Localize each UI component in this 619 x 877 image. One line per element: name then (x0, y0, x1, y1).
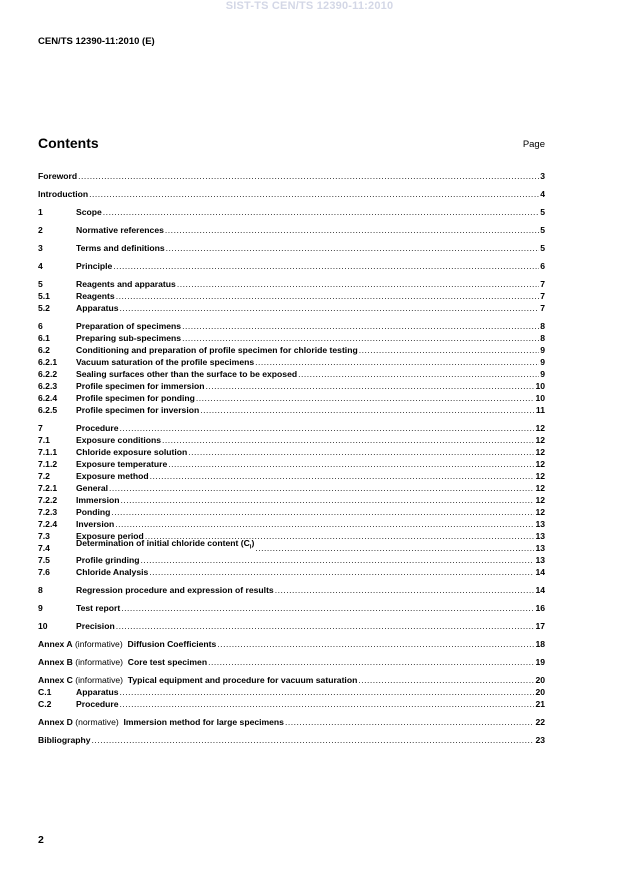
toc-entry-7-2-1[interactable] (38, 482, 545, 494)
toc-entry-page: 17 (535, 621, 545, 631)
toc-entry-title: Profile specimen for immersion (76, 381, 205, 391)
toc-entry-page: 12 (535, 495, 545, 505)
toc-entry-6[interactable] (38, 320, 545, 332)
toc-entry-title: Exposure period (76, 531, 144, 541)
toc-entry-title: Procedure (76, 423, 119, 433)
toc-entry-7-2[interactable] (38, 470, 545, 482)
toc-entry-title: Foreword (38, 171, 78, 181)
toc-entry-number: 8 (38, 585, 43, 595)
toc-entry-7-5[interactable] (38, 554, 545, 566)
toc-entry-7-1-2[interactable] (38, 458, 545, 470)
annex-label: Annex A (38, 639, 73, 649)
toc-entry-page: 12 (535, 507, 545, 517)
toc-entry-number: 9 (38, 603, 43, 613)
toc-entry-page: 14 (535, 567, 545, 577)
toc-entry-page: 5 (540, 207, 545, 217)
toc-entry-number: 7 (38, 423, 43, 433)
toc-entry-number: 6.2.3 (38, 381, 58, 391)
toc-entry-7[interactable] (38, 422, 545, 434)
annex-label: Annex B (38, 657, 73, 667)
toc-entry-page: 9 (540, 369, 545, 379)
toc-entry-number: 6.2.5 (38, 405, 58, 415)
annex-title: Typical equipment and procedure for vacuum saturation (127, 675, 358, 685)
toc-entry-title: Sealing surfaces other than the surface to be exposed (76, 369, 298, 379)
toc-entry-8[interactable] (38, 584, 545, 596)
toc-entry-page: 14 (535, 585, 545, 595)
toc-entry-title (38, 656, 207, 668)
toc-entry-number: 5.2 (38, 303, 50, 313)
toc-entry-title: Test report (76, 603, 121, 613)
toc-entry-page: 5 (540, 243, 545, 253)
toc-entry-number: 7.1.2 (38, 459, 58, 469)
toc-entry-page: 13 (535, 543, 545, 553)
toc-entry-title: General (76, 483, 109, 493)
toc-entry-title: Profile specimen for inversion (76, 405, 200, 415)
toc-entry-number: 7.2.3 (38, 507, 58, 517)
toc-entry-page: 21 (535, 699, 545, 709)
toc-entry-title: Apparatus (76, 687, 119, 697)
toc-entry-10[interactable] (38, 620, 545, 632)
toc-entry-title: Normative references (76, 225, 164, 235)
toc-entry-page: 23 (535, 735, 545, 745)
toc-entry-title: Profile specimen for ponding (76, 393, 195, 403)
toc-entry-1[interactable] (38, 206, 545, 218)
toc-entry-6-1[interactable] (38, 332, 545, 344)
toc-entry-title (38, 674, 357, 686)
toc-entry-number: 6.2.1 (38, 357, 58, 367)
toc-entry-page: 10 (535, 393, 545, 403)
toc-entry-6-2[interactable] (38, 344, 545, 356)
toc-entry-page: 22 (535, 717, 545, 727)
toc-entry-title: Exposure temperature (76, 459, 168, 469)
toc-entry-title: Bibliography (38, 735, 91, 745)
toc-entry-5[interactable] (38, 278, 545, 290)
toc-entry-page: 11 (535, 405, 545, 415)
toc-entry-page: 13 (535, 555, 545, 565)
toc-entry-page: 12 (535, 423, 545, 433)
toc-entry-title-end: ) (251, 538, 255, 549)
toc-entry-title (76, 537, 254, 554)
toc-entry-title: Immersion (76, 495, 120, 505)
toc-entry-number: 7.1 (38, 435, 50, 445)
toc-entry-page: 12 (535, 471, 545, 481)
toc-entry-title: Preparation of specimens (76, 321, 182, 331)
toc-entry-page: 8 (540, 321, 545, 331)
watermark: SIST-TS CEN/TS 12390-11:2010 (225, 0, 394, 12)
toc-entry-page: 4 (540, 189, 545, 199)
toc-entry-title: Precision (76, 621, 115, 631)
toc-entry-3[interactable] (38, 242, 545, 254)
toc-entry-title: Terms and definitions (76, 243, 165, 253)
toc-entry-6-2-1[interactable] (38, 356, 545, 368)
toc-entry-number: C.1 (38, 687, 52, 697)
toc-entry-number: 6.2 (38, 345, 50, 355)
annex-label: Annex D (38, 717, 73, 727)
toc-entry-7-2-4[interactable] (38, 518, 545, 530)
annex-label: Annex C (38, 675, 73, 685)
toc-entry-number: 1 (38, 207, 43, 217)
toc-entry-2[interactable] (38, 224, 545, 236)
toc-entry-page: 12 (535, 447, 545, 457)
toc-entry-title: Principle (76, 261, 113, 271)
toc-entry-title: Chloride exposure solution (76, 447, 188, 457)
toc-entry-title: Regression procedure and expression of results (76, 585, 274, 595)
toc-entry-introduction[interactable] (38, 188, 545, 200)
toc-entry-number: 4 (38, 261, 43, 271)
toc-entry-annex-b[interactable] (38, 656, 545, 668)
toc-entry-foreword[interactable] (38, 170, 545, 182)
toc-entry-page: 8 (540, 333, 545, 343)
toc-entry-title: Chloride Analysis (76, 567, 149, 577)
toc-entry-number: 7.1.1 (38, 447, 58, 457)
toc-entry-number: 7.5 (38, 555, 50, 565)
toc-entry-page: 9 (540, 357, 545, 367)
toc-entry-title-subscript: i (249, 545, 252, 551)
toc-entry-page: 12 (535, 459, 545, 469)
toc-entry-6-2-5[interactable] (38, 404, 545, 416)
toc-entry-page: 20 (535, 675, 545, 685)
toc-entry-page: 7 (540, 291, 545, 301)
toc-entry-title: Procedure (76, 699, 119, 709)
toc-entry-title (38, 638, 216, 650)
toc-entry-page: 16 (535, 603, 545, 613)
annex-type: (normative) (75, 717, 119, 727)
toc-entry-page: 13 (535, 531, 545, 541)
toc-entry-title: Profile grinding (76, 555, 140, 565)
toc-entry-number: 7.3 (38, 531, 50, 541)
toc-entry-6-2-2[interactable] (38, 368, 545, 380)
toc-entry-number: 6.2.2 (38, 369, 58, 379)
toc-entry-page: 18 (535, 639, 545, 649)
toc-entry-number: 3 (38, 243, 43, 253)
toc-entry-annex-c[interactable] (38, 674, 545, 686)
toc-entry-number: 7.4 (38, 543, 50, 553)
toc-entry-page: 6 (540, 261, 545, 271)
document-id: CEN/TS 12390-11:2010 (E) (38, 36, 155, 47)
toc-entry-page: 13 (535, 519, 545, 529)
toc-entry-page: 7 (540, 303, 545, 313)
toc-entry-5-1[interactable] (38, 290, 545, 302)
toc-entry-page: 19 (535, 657, 545, 667)
annex-title: Core test specimen (127, 657, 208, 667)
toc-entry-title: Conditioning and preparation of profile specimen for chloride testing (76, 345, 358, 355)
toc-entry-5-2[interactable] (38, 302, 545, 314)
toc-entry-page: 10 (535, 381, 545, 391)
toc-entry-title: Introduction (38, 189, 89, 199)
toc-entry-c-1[interactable] (38, 686, 545, 698)
toc-entry-7-2-3[interactable] (38, 506, 545, 518)
toc-entry-number: 7.2.1 (38, 483, 58, 493)
toc-entry-4[interactable] (38, 260, 545, 272)
annex-type: (informative) (75, 657, 124, 667)
toc-entry-title: Inversion (76, 519, 115, 529)
toc-entry-number: C.2 (38, 699, 52, 709)
toc-entry-page: 5 (540, 225, 545, 235)
toc-entry-bibliography[interactable] (38, 734, 545, 746)
toc-entry-number: 5.1 (38, 291, 50, 301)
annex-title: Immersion method for large specimens (123, 717, 284, 727)
toc-entry-7-4[interactable] (38, 538, 545, 554)
toc-entry-6-2-3[interactable] (38, 380, 545, 392)
toc-entry-7-2-2[interactable] (38, 494, 545, 506)
toc-entry-page: 12 (535, 435, 545, 445)
toc-entry-7-6[interactable] (38, 566, 545, 578)
toc-entry-number: 6.1 (38, 333, 50, 343)
toc-entry-c-2[interactable] (38, 698, 545, 710)
toc-entry-title: Exposure method (76, 471, 149, 481)
toc-entry-title: Exposure conditions (76, 435, 161, 445)
toc-entry-title: Reagents and apparatus (76, 279, 176, 289)
toc-entry-annex-d[interactable] (38, 716, 545, 728)
toc-entry-page: 9 (540, 345, 545, 355)
toc-entry-title-text: Determination of initial chloride content (C (76, 538, 250, 549)
toc-entry-number: 6 (38, 321, 43, 331)
toc-entry-page: 3 (540, 171, 545, 181)
toc-entry-title: Preparing sub-specimens (76, 333, 182, 343)
toc-entry-number: 5 (38, 279, 43, 289)
annex-title: Diffusion Coefficients (127, 639, 217, 649)
toc-entry-page: 7 (540, 279, 545, 289)
toc-entry-7-1[interactable] (38, 434, 545, 446)
toc-entry-page: 20 (535, 687, 545, 697)
page-number: 2 (38, 834, 44, 846)
toc-entry-title (38, 716, 284, 728)
toc-entry-annex-a[interactable] (38, 638, 545, 650)
toc-entry-number: 6.2.4 (38, 393, 58, 403)
toc-entry-title: Ponding (76, 507, 111, 517)
toc-entry-page: 12 (535, 483, 545, 493)
table-of-contents (38, 170, 545, 746)
page-column-label: Page (522, 139, 545, 150)
toc-entry-title: Vacuum saturation of the profile specimens (76, 357, 255, 367)
toc-entry-title: Scope (76, 207, 102, 217)
toc-entry-6-2-4[interactable] (38, 392, 545, 404)
toc-entry-number: 7.2 (38, 471, 50, 481)
toc-entry-title: Apparatus (76, 303, 119, 313)
toc-entry-9[interactable] (38, 602, 545, 614)
toc-entry-number: 7.6 (38, 567, 50, 577)
toc-entry-7-1-1[interactable] (38, 446, 545, 458)
toc-entry-number: 7.2.2 (38, 495, 58, 505)
toc-entry-number: 10 (38, 621, 48, 631)
toc-entry-number: 7.2.4 (38, 519, 58, 529)
toc-entry-number: 2 (38, 225, 43, 235)
toc-entry-title: Reagents (76, 291, 115, 301)
contents-heading: Contents (38, 135, 99, 151)
annex-type: (informative) (74, 639, 123, 649)
annex-type: (informative) (75, 675, 124, 685)
